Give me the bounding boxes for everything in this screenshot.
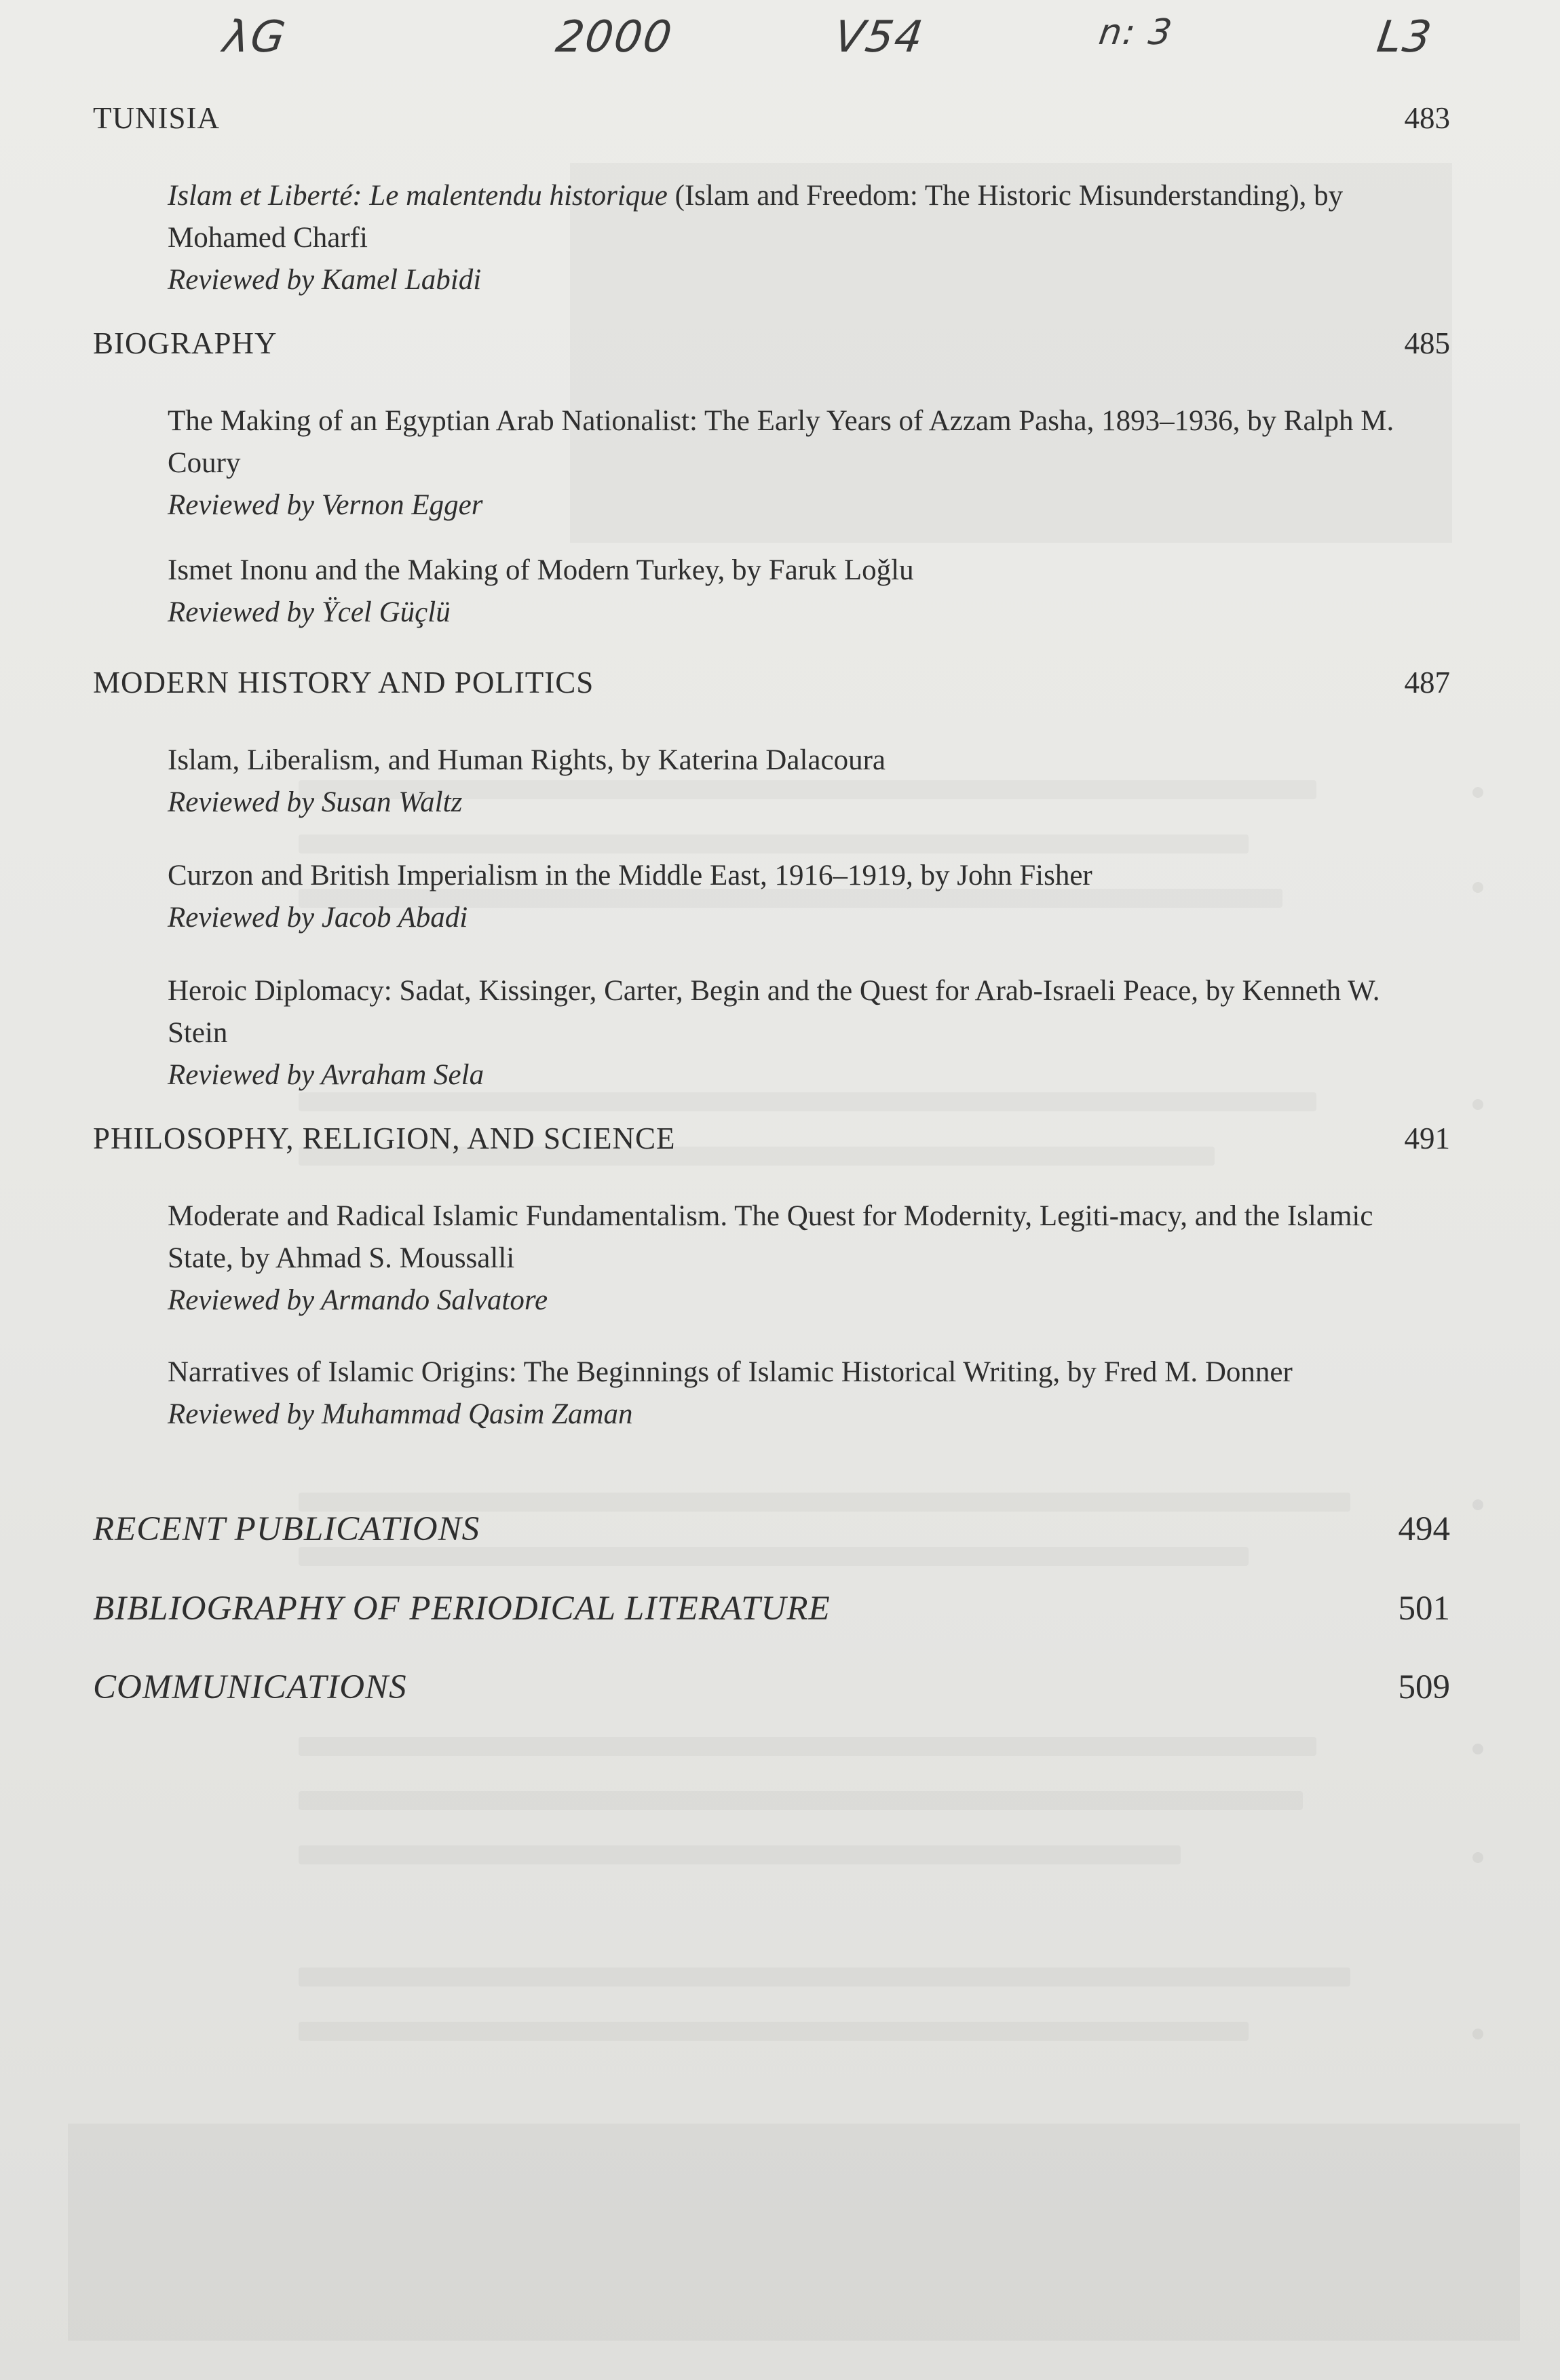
- toc-section-tunisia: [93, 100, 1450, 296]
- entry-title: Heroic Diplomacy: Sadat, Kissinger, Carter, Begin and the Quest for Arab-Israeli Peace, by Kenneth W. Stein: [168, 975, 1380, 1049]
- entry-title: Islam, Liberalism, and Human Rights, by Katerina Dalacoura: [168, 744, 886, 776]
- toc-entry: [168, 740, 1416, 824]
- section-title: RECENT PUBLICATIONS: [93, 1510, 480, 1548]
- toc-entry: [168, 550, 1416, 634]
- entry-reviewer: Reviewed by Kamel Labidi: [168, 264, 482, 296]
- section-page-number: 501: [1398, 1590, 1450, 1628]
- toc-entry: [168, 175, 1416, 301]
- entry-title-rest: (Islam and Freedom: The Historic Misunderstanding), by Mohamed Charfi: [168, 180, 1344, 254]
- section-title: MODERN HISTORY AND POLITICS: [93, 666, 594, 699]
- section-title: BIOGRAPHY: [93, 326, 278, 360]
- section-title: TUNISIA: [93, 101, 220, 135]
- section-page-number: 483: [1404, 101, 1450, 135]
- section-title: PHILOSOPHY, RELIGION, AND SCIENCE: [93, 1121, 676, 1155]
- toc-entry: [168, 400, 1416, 526]
- entry-reviewer: Reviewed by Vernon Egger: [168, 489, 483, 521]
- handwritten-note: L3: [1373, 12, 1436, 62]
- toc-section-modern-history: [93, 665, 1450, 1091]
- handwritten-annotation: [0, 12, 1560, 73]
- toc-entry: [168, 1195, 1416, 1322]
- entry-title-italic: Islam et Liberté: Le malentendu historique: [168, 180, 668, 212]
- entry-title: Moderate and Radical Islamic Fundamentalism. The Quest for Modernity, Legiti-macy, and the Islamic State, by Ahmad S. Moussalli: [168, 1200, 1373, 1274]
- section-page-number: 494: [1398, 1510, 1450, 1548]
- handwritten-note: n: 3: [1096, 12, 1176, 53]
- entry-reviewer: Reviewed by Avraham Sela: [168, 1059, 484, 1091]
- toc-entry: [168, 855, 1416, 939]
- section-title: COMMUNICATIONS: [93, 1668, 407, 1706]
- entry-title: The Making of an Egyptian Arab Nationalist: The Early Years of Azzam Pasha, 1893–1936, by Ralph M. Coury: [168, 405, 1394, 479]
- toc-section-recent-publications: [93, 1510, 1450, 1550]
- entry-reviewer: Reviewed by Susan Waltz: [168, 786, 463, 818]
- entry-reviewer: Reviewed by Muhammad Qasim Zaman: [168, 1398, 633, 1430]
- entry-title: [168, 175, 1416, 259]
- toc-section-philosophy: [93, 1121, 1450, 1430]
- entry-reviewer: Reviewed by Jacob Abadi: [168, 902, 468, 934]
- section-page-number: 487: [1404, 666, 1450, 699]
- section-page-number: 485: [1404, 326, 1450, 360]
- handwritten-note: V54: [831, 12, 928, 62]
- toc-section-bibliography: [93, 1589, 1450, 1630]
- section-page-number: 509: [1398, 1668, 1450, 1706]
- section-page-number: 491: [1404, 1121, 1450, 1155]
- toc-section-biography: [93, 326, 1450, 628]
- toc-entry: [168, 1351, 1416, 1436]
- entry-title: Narratives of Islamic Origins: The Beginnings of Islamic Historical Writing, by Fred M. Donner: [168, 1356, 1293, 1388]
- toc-section-communications: [93, 1668, 1450, 1708]
- toc-entry: [168, 970, 1416, 1096]
- section-title: BIBLIOGRAPHY OF PERIODICAL LITERATURE: [93, 1590, 831, 1628]
- handwritten-note: 2000: [552, 12, 677, 62]
- entry-reviewer: Reviewed by Armando Salvatore: [168, 1284, 548, 1316]
- entry-title: Ismet Inonu and the Making of Modern Turkey, by Faruk Loǧlu: [168, 554, 914, 586]
- handwritten-note: λG: [220, 12, 290, 62]
- entry-title: Curzon and British Imperialism in the Middle East, 1916–1919, by John Fisher: [168, 860, 1092, 891]
- entry-reviewer: Reviewed by Ÿcel Güçlü: [168, 596, 451, 628]
